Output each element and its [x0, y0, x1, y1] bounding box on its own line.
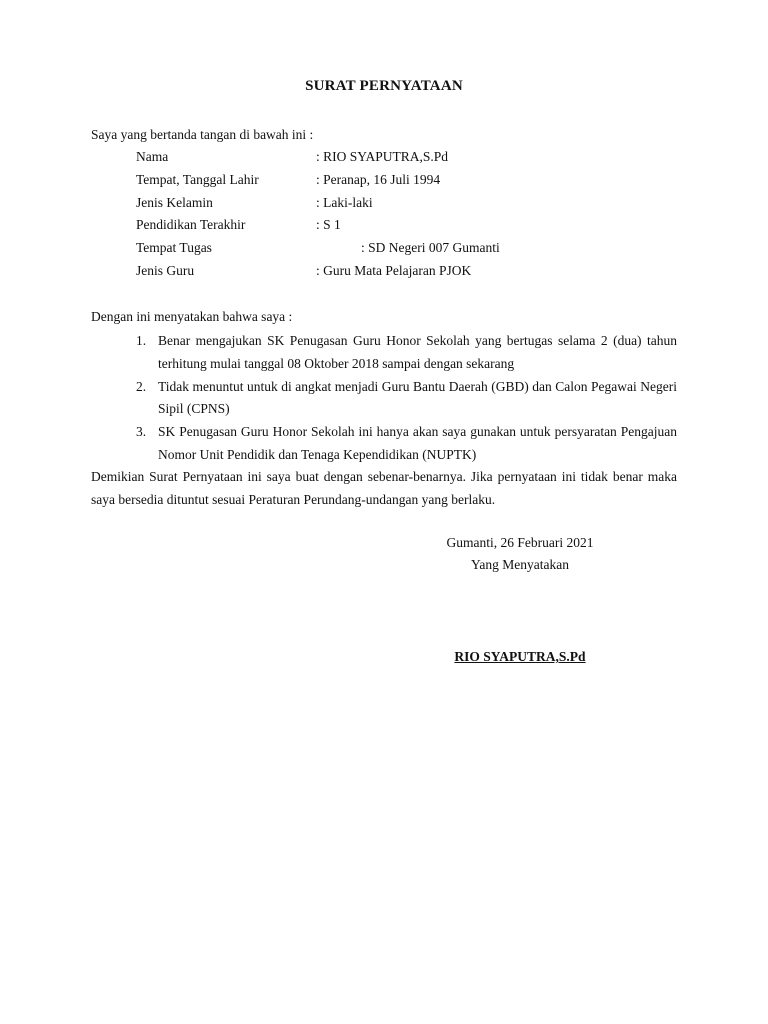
identity-label: Jenis Guru	[136, 262, 195, 278]
statement-text: Tidak menuntut untuk di angkat menjadi Guru Bantu Daerah (GBD) dan Calon Pegawai Negeri Sipil (CPNS)	[158, 378, 677, 417]
intro-text: Saya yang bertanda tangan di bawah ini :	[91, 127, 314, 142]
identity-value: : SD Negeri 007 Gumanti	[361, 240, 500, 256]
identity-value: : Peranap, 16 Juli 1994	[316, 171, 441, 187]
statement-list	[136, 330, 677, 467]
identity-label: Tempat Tugas	[136, 240, 212, 256]
signature-place-date: Gumanti, 26 Februari 2021	[446, 535, 594, 550]
statement-item	[136, 330, 677, 376]
statement-number: 3.	[136, 424, 147, 440]
statement-text: Benar mengajukan SK Penugasan Guru Honor Sekolah yang bertugas selama 2 (dua) tahun terhitung mulai tanggal 08 Oktober 2018 sampai dengan sekarang	[158, 333, 677, 371]
signature-role: Yang Menyatakan	[471, 557, 569, 572]
statement-item	[136, 421, 677, 467]
identity-value: : Laki-laki	[316, 194, 373, 210]
statement-intro: Dengan ini menyatakan bahwa saya :	[91, 309, 293, 324]
identity-label: Pendidikan Terakhir	[136, 217, 246, 233]
statement-text: SK Penugasan Guru Honor Sekolah ini hanya akan saya gunakan untuk persyaratan Pengajuan Nomor Unit Pendidik dan Tenaga Kependidikan (NUPTK)	[158, 424, 677, 462]
identity-value: : S 1	[316, 217, 341, 233]
document-title: SURAT PERNYATAAN	[305, 78, 463, 94]
statement-item	[136, 376, 677, 422]
identity-label: Jenis Kelamin	[136, 194, 213, 210]
closing-paragraph: Demikian Surat Pernyataan ini saya buat dengan sebenar-benarnya. Jika pernyataan ini tidak benar maka saya bersedia dituntut sesuai Peraturan Perundang-undangan yang berlaku.	[91, 469, 677, 507]
identity-label: Tempat, Tanggal Lahir	[136, 171, 259, 187]
identity-label: Nama	[136, 149, 169, 164]
signature-name: RIO SYAPUTRA,S.Pd	[454, 649, 586, 664]
statement-number: 1.	[136, 333, 147, 348]
identity-value: : RIO SYAPUTRA,S.Pd	[316, 149, 449, 164]
statement-number: 2.	[136, 378, 147, 394]
identity-value: : Guru Mata Pelajaran PJOK	[316, 262, 472, 278]
